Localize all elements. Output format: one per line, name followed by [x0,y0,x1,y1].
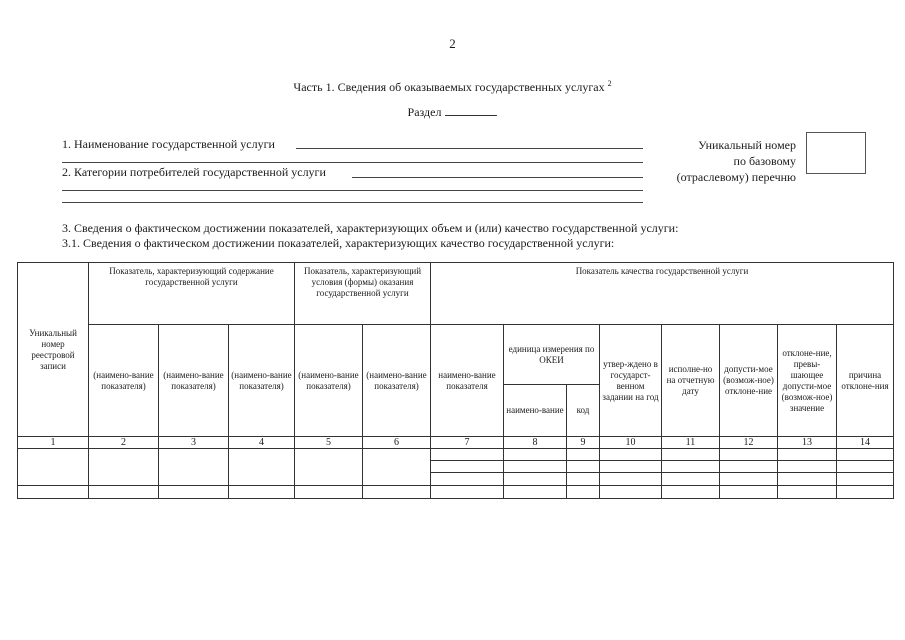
column-number: 13 [778,437,837,449]
section-heading [0,105,905,120]
consumer-categories-line[interactable] [352,177,643,178]
table-cell[interactable] [600,461,662,473]
column-number: 6 [363,437,431,449]
table-cell[interactable] [18,449,89,486]
table-cell[interactable] [159,486,229,499]
column-number: 10 [600,437,662,449]
header-registry-number: Уникальный номер реестровой записи [18,263,89,437]
table-cell[interactable] [89,449,159,486]
header-exceeding-deviation: отклоне-ние, превы-шающее допусти-мое (возмож-ное) значение [778,325,837,437]
table-cell[interactable] [504,486,567,499]
table-cell[interactable] [600,449,662,461]
table-cell[interactable] [837,461,894,473]
table-cell[interactable] [159,449,229,486]
table-cell[interactable] [778,449,837,461]
service-name-label: 1. Наименование государственной услуги [62,137,275,151]
unique-number-label-line: по базовому [733,154,796,168]
unique-number-label-line: Уникальный номер [698,138,796,152]
column-number: 14 [837,437,894,449]
service-name-line[interactable] [296,148,643,149]
section3-title: 3. Сведения о фактическом достижении показателей, характеризующих объем и (или) качество государственной услуги: [62,221,679,235]
table-cell[interactable] [295,449,363,486]
unique-number-label-line: (отраслевому) перечню [676,170,796,184]
table-row [18,449,894,461]
table-cell[interactable] [720,461,778,473]
part-title [0,79,905,95]
header-indicator-name: (наимено-вание показателя) [295,325,363,437]
header-content-indicator: Показатель, характеризующий содержание государственной услуги [89,263,295,325]
table-cell[interactable] [600,473,662,486]
section31-title: 3.1. Сведения о фактическом достижении показателей, характеризующих качество государственной услуги: [62,236,615,250]
unique-number-box[interactable] [806,132,866,174]
table-cell[interactable] [229,486,295,499]
table-cell[interactable] [600,486,662,499]
column-number: 1 [18,437,89,449]
table-cell[interactable] [837,473,894,486]
table-cell[interactable] [778,473,837,486]
section-number-blank[interactable] [445,105,497,116]
header-quality-indicator-name: наимено-вание показателя [431,325,504,437]
table-cell[interactable] [567,486,600,499]
table-cell[interactable] [363,449,431,486]
quality-indicators-table [17,262,894,499]
header-indicator-name: (наимено-вание показателя) [159,325,229,437]
column-number: 8 [504,437,567,449]
header-unit-code: код [567,385,600,437]
header-indicator-name: (наимено-вание показателя) [363,325,431,437]
table-cell[interactable] [662,449,720,461]
column-number: 11 [662,437,720,449]
table-cell[interactable] [837,449,894,461]
table-cell[interactable] [504,449,567,461]
table-cell[interactable] [778,461,837,473]
table-cell[interactable] [363,486,431,499]
table-cell[interactable] [567,473,600,486]
header-deviation-reason: причина отклоне-ния [837,325,894,437]
table-cell[interactable] [778,486,837,499]
table-cell[interactable] [662,486,720,499]
header-conditions-indicator: Показатель, характеризующий условия (формы) оказания государственной услуги [295,263,431,325]
table-cell[interactable] [431,486,504,499]
consumer-categories-line-3[interactable] [62,202,643,203]
header-approved: утвер-ждено в государст-венном задании на год [600,325,662,437]
table-cell[interactable] [837,486,894,499]
section-label: Раздел [407,105,442,119]
table-cell[interactable] [431,473,504,486]
part-title-text: Часть 1. Сведения об оказываемых государственных услугах [293,80,605,94]
column-number: 9 [567,437,600,449]
table-cell[interactable] [720,473,778,486]
service-name-line-2[interactable] [62,162,643,163]
table-cell[interactable] [504,461,567,473]
page-number: 2 [449,36,456,51]
header-indicator-name: (наимено-вание показателя) [89,325,159,437]
table-cell[interactable] [720,449,778,461]
part-title-footnote: 2 [607,79,612,88]
table-cell[interactable] [567,461,600,473]
column-number: 3 [159,437,229,449]
table-cell[interactable] [662,473,720,486]
table-cell[interactable] [18,486,89,499]
table-cell[interactable] [431,449,504,461]
table-cell[interactable] [720,486,778,499]
header-quality-indicator: Показатель качества государственной услуги [431,263,894,325]
header-allowed-deviation: допусти-мое (возмож-ное) отклоне-ние [720,325,778,437]
column-number: 4 [229,437,295,449]
column-number: 12 [720,437,778,449]
consumer-categories-line-2[interactable] [62,190,643,191]
table-cell[interactable] [89,486,159,499]
table-cell[interactable] [295,486,363,499]
header-unit-name: наимено-вание [504,385,567,437]
column-number: 7 [431,437,504,449]
column-number: 2 [89,437,159,449]
header-unit-okei: единица измерения по ОКЕИ [504,325,600,385]
column-number: 5 [295,437,363,449]
header-executed: исполне-но на отчетную дату [662,325,720,437]
table-cell[interactable] [662,461,720,473]
table-row [18,486,894,499]
unique-number-label [640,137,796,185]
table-cell[interactable] [504,473,567,486]
table-cell[interactable] [567,449,600,461]
header-indicator-name: (наимено-вание показателя) [229,325,295,437]
consumer-categories-label: 2. Категории потребителей государственной услуги [62,165,326,179]
table-cell[interactable] [229,449,295,486]
table-cell[interactable] [431,461,504,473]
